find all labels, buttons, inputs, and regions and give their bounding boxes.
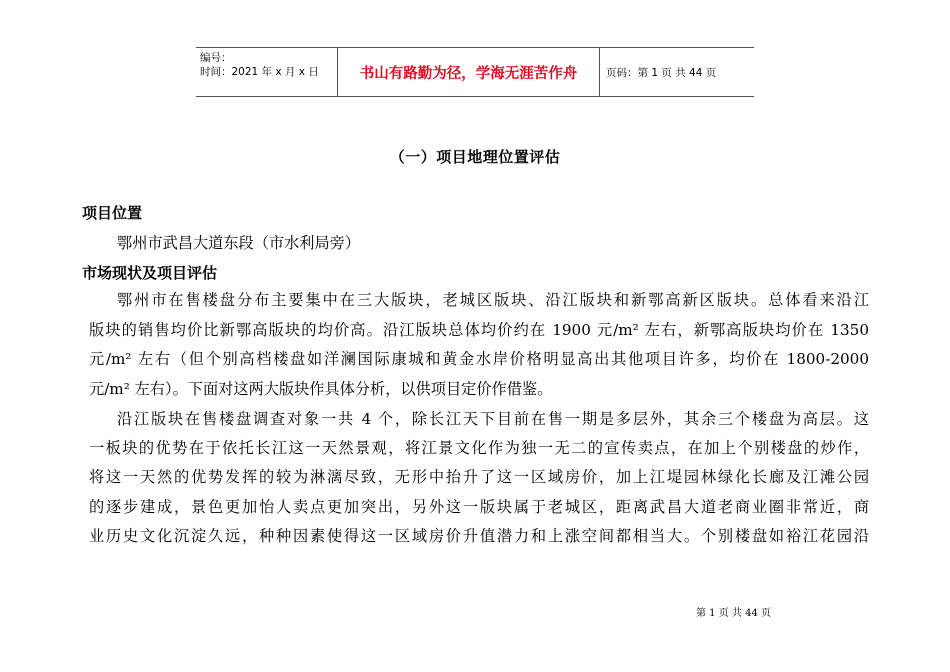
paragraph-line: 一板块的优势在于依托长江这一天然景观，将江景文化作为独一无二的宣传卖点，在加上个别楼盘的炒作， — [89, 439, 869, 457]
market-heading: 市场现状及项目评估 — [82, 264, 218, 282]
header-motto: 书山有路勤为径，学海无涯苦作舟 — [338, 48, 600, 96]
paragraph-line: 元/m² 左右）。下面对这两大版块作具体分析，以供项目定价作借鉴。 — [89, 380, 553, 398]
paragraph-line: 沿江版块在售楼盘调查对象一共 4 个，除长江天下目前在售一期是多层外，其余三个楼盘为高层。这 — [117, 410, 869, 428]
page-footer: 第 1 页 共 44 页 — [696, 608, 771, 619]
location-heading: 项目位置 — [82, 204, 143, 222]
paragraph-line: 将这一天然的优势发挥的较为淋漓尽致，无形中抬升了这一区域房价，加上江堤园林绿化长廊及江滩公园 — [89, 468, 869, 486]
paragraph-line: 版块的销售均价比新鄂高版块的均价高。沿江版块总体均价约在 1900 元/m² 左右，新鄂高版块均价在 1350 — [89, 321, 869, 339]
number-label: 编号： — [200, 52, 232, 64]
header-page-info: 页码：第 1 页 共 44 页 — [606, 66, 717, 79]
page-header — [196, 47, 754, 97]
paragraph-line: 的逐步建成，景色更加怡人卖点更加突出，另外这一版块属于老城区，距离武昌大道老商业圈非常近，商 — [89, 498, 869, 516]
location-text: 鄂州市武昌大道东段（市水利局旁） — [117, 234, 360, 252]
time-label: 时间：2021 年 x 月 x 日 — [200, 66, 319, 78]
header-meta — [196, 48, 338, 96]
section-title: （一）项目地理位置评估 — [389, 148, 561, 166]
paragraph-line: 鄂州市在售楼盘分布主要集中在三大版块，老城区版块、沿江版块和新鄂高新区版块。总体看来沿江 — [117, 291, 869, 309]
paragraph-line: 元/m² 左右（但个别高档楼盘如洋澜国际康城和黄金水岸价格明显高出其他项目许多，均价在 1800-2000 — [89, 350, 869, 368]
paragraph-line: 业历史文化沉淀久远，种种因素使得这一区域房价升值潜力和上涨空间都相当大。个别楼盘如裕江花园沿 — [89, 527, 869, 545]
